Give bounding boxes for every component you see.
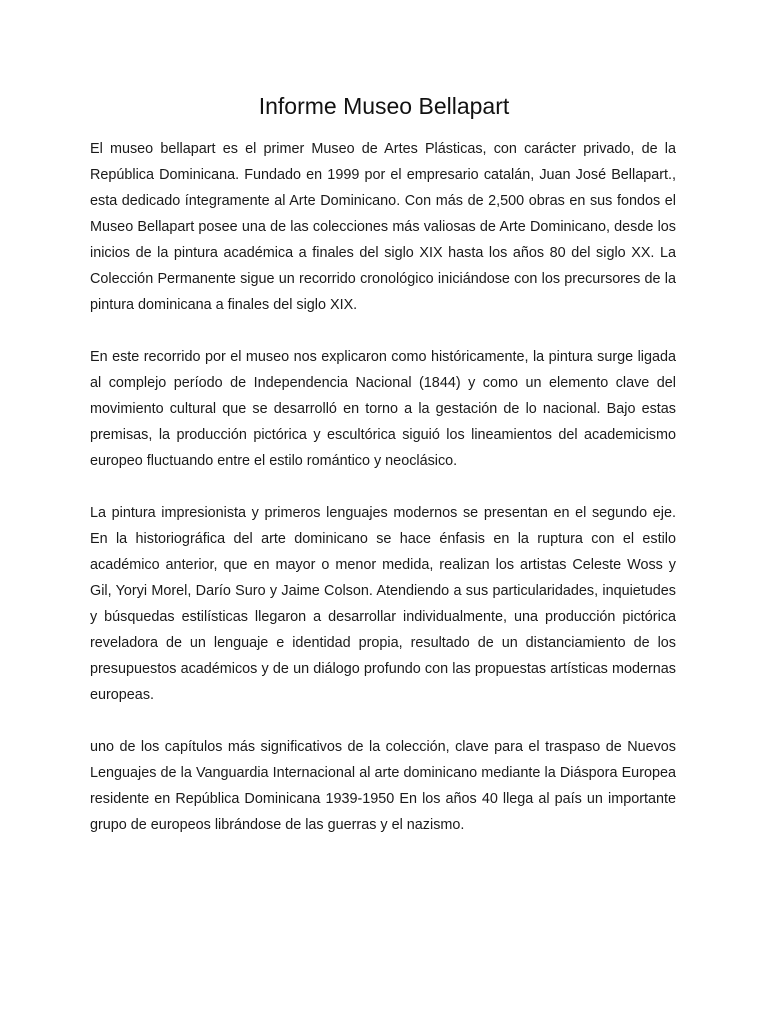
document-body bbox=[90, 136, 676, 864]
document-title: Informe Museo Bellapart bbox=[258, 93, 510, 119]
paragraph-museum-intro: El museo bellapart es el primer Museo de Artes Plásticas, con carácter privado, de la República Dominicana. Fundado en 1999 por el empresario catalán, Juan José Bellapart., esta dedicado íntegramente al Arte Dominicano. Con más de 2,500 obras en sus fondos el Museo Bellapart posee una de las colecciones más valiosas de Arte Dominicano, desde los inicios de la pintura académica a finales del siglo XIX hasta los años 80 del siglo XX. La Colección Permanente sigue un recorrido cronológico iniciándose con los precursores de la pintura dominicana a finales del siglo XIX. bbox=[90, 141, 676, 313]
paragraph-impressionism: La pintura impresionista y primeros lenguajes modernos se presentan en el segundo eje. En la historiográfica del arte dominicano se hace énfasis en la ruptura con el estilo académico anterior, que en mayor o menor medida, realizan los artistas Celeste Woss y Gil, Yoryi Morel, Darío Suro y Jaime Colson. Atendiendo a sus particularidades, inquietudes y búsquedas estilísticas llegaron a desarrollar individualmente, una producción pictórica reveladora de un lenguaje e identidad propia, resultado de un distanciamiento de los presupuestos académicos y de un diálogo profundo con las propuestas artísticas modernas europeas. bbox=[90, 505, 676, 703]
paragraph-museum-tour: En este recorrido por el museo nos explicaron como históricamente, la pintura surge ligada al complejo período de Independencia Nacional (1844) y como un elemento clave del movimiento cultural que se desarrolló en torno a la gestación de lo nacional. Bajo estas premisas, la producción pictórica y escultórica siguió los lineamientos del academicismo europeo fluctuando entre el estilo romántico y neoclásico. bbox=[90, 349, 676, 469]
paragraph-european-diaspora: uno de los capítulos más significativos de la colección, clave para el traspaso de Nuevos Lenguajes de la Vanguardia Internacional al arte dominicano mediante la Diáspora Europea residente en República Dominicana 1939-1950 En los años 40 llega al país un importante grupo de europeos librándose de las guerras y el nazismo. bbox=[90, 739, 676, 833]
